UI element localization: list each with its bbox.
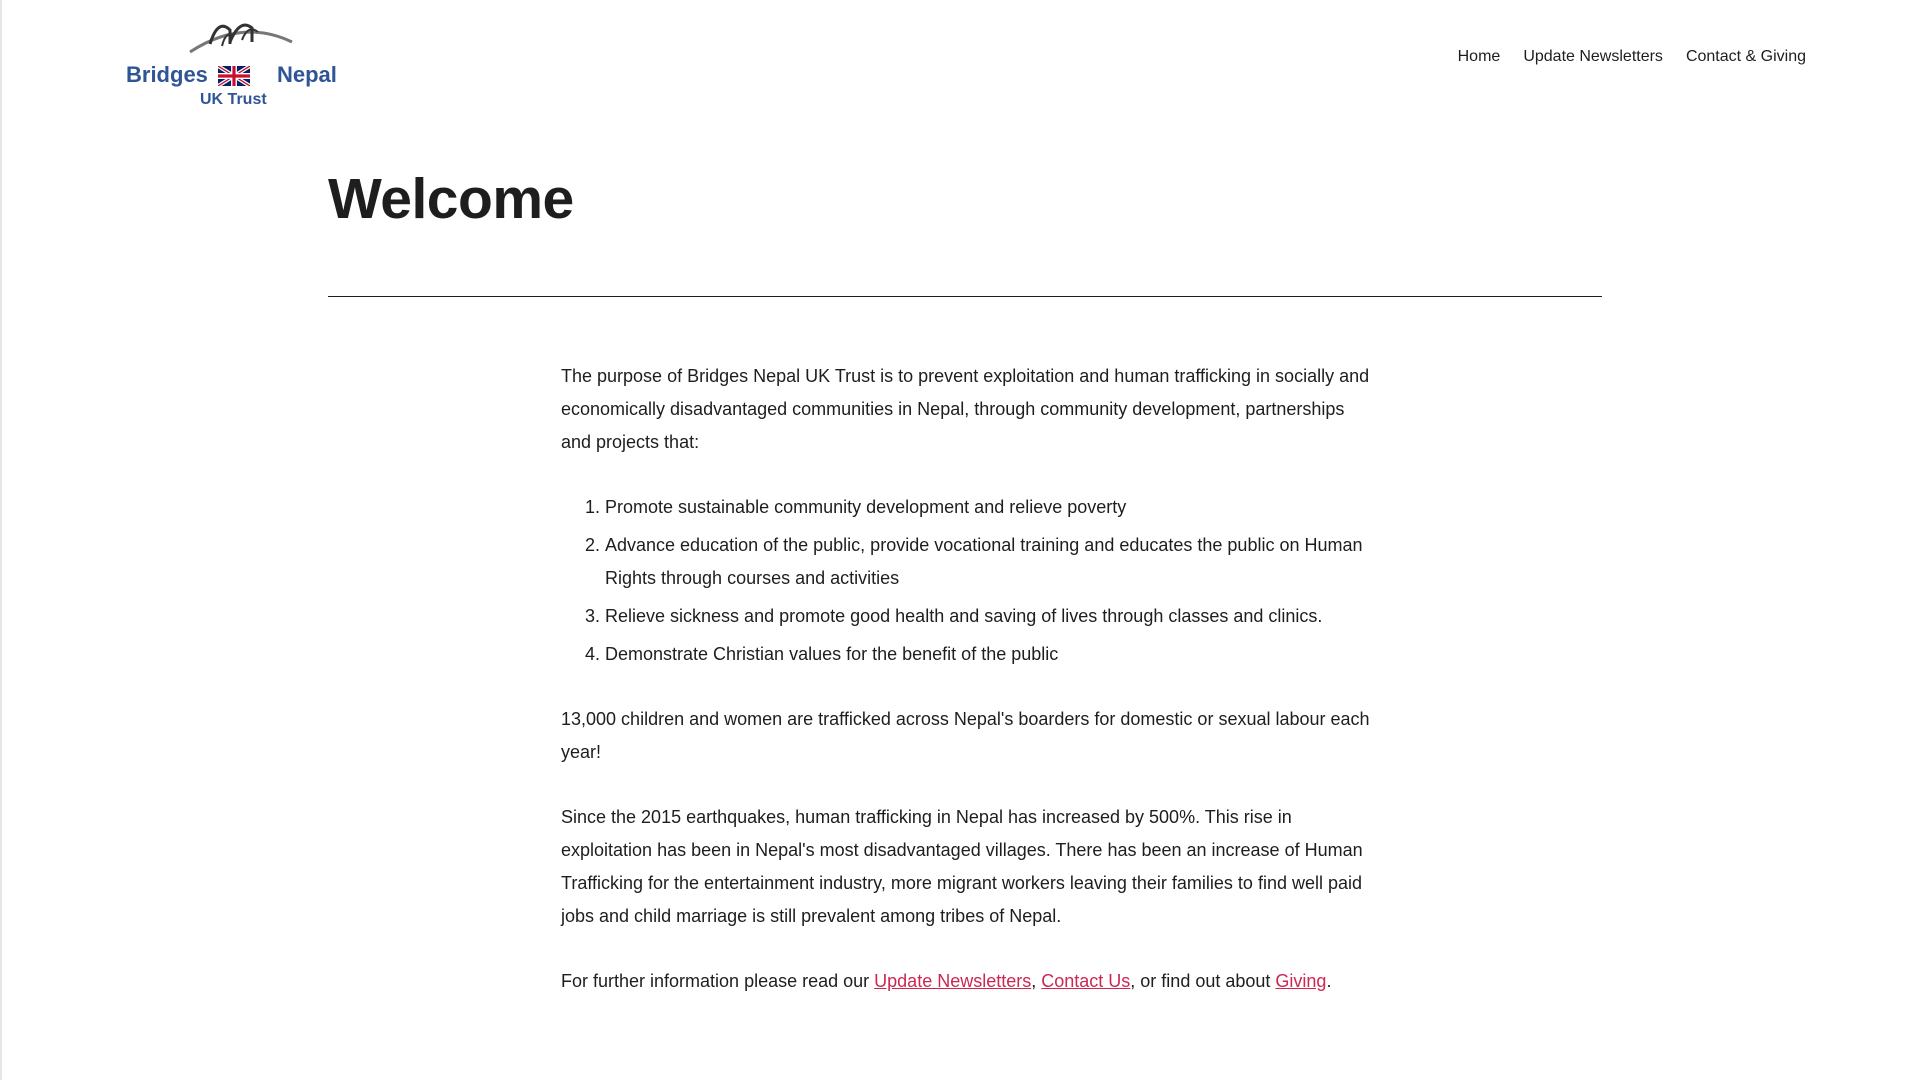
aims-list — [561, 491, 1371, 671]
nav-update-newsletters[interactable]: Update Newsletters — [1523, 48, 1663, 65]
nav-home[interactable]: Home — [1457, 48, 1501, 65]
nav-contact-giving[interactable]: Contact & Giving — [1685, 48, 1806, 65]
further-info-sep-2: , or find out about — [1130, 971, 1276, 991]
page-content — [561, 360, 1371, 1030]
logo-subtitle: UK Trust — [200, 91, 267, 108]
link-contact-us[interactable]: Contact Us — [1041, 971, 1131, 991]
primary-nav — [1458, 48, 1806, 66]
aim-item: 3. Relieve sickness and promote good health and saving of lives through classes and clinics. — [605, 600, 1371, 633]
link-update-newsletters[interactable]: Update Newsletters — [874, 971, 1032, 991]
trafficking-stat-paragraph: 13,000 children and women are trafficked across Nepal's boarders for domestic or sexual labour each year! — [561, 709, 1370, 762]
site-logo[interactable] — [122, 12, 342, 108]
further-info-sep-1: , — [1031, 971, 1042, 991]
aim-item: 4. Demonstrate Christian values for the benefit of the public — [605, 638, 1371, 671]
further-info-paragraph — [561, 965, 1371, 998]
logo-word-bridges: Bridges — [126, 62, 208, 87]
title-divider — [328, 296, 1602, 297]
intro-paragraph: The purpose of Bridges Nepal UK Trust is to prevent exploitation and human trafficking in socially and economically disadvantaged communities in Nepal, through community development, partnerships and projects that: — [561, 366, 1370, 452]
link-giving[interactable]: Giving — [1275, 971, 1327, 991]
further-info-suffix: . — [1326, 971, 1332, 991]
further-info-prefix: For further information please read our — [561, 971, 875, 991]
logo-word-nepal: Nepal — [277, 62, 337, 87]
page-title: Welcome — [328, 167, 574, 231]
aim-item: 1. Promote sustainable community development and relieve poverty — [605, 491, 1371, 524]
site-header — [2, 0, 1920, 110]
earthquake-paragraph: Since the 2015 earthquakes, human trafficking in Nepal has increased by 500%. This rise in exploitation has been in Nepal's most disadvantaged villages. There has been an increase of Human Trafficking for the entertainment industry, more migrant workers leaving their families to find well paid jobs and child marriage is still prevalent among tribes of Nepal. — [561, 807, 1363, 926]
bridge-arches-icon — [122, 12, 342, 68]
aim-item: 2. Advance education of the public, provide vocational training and educates the public on Human Rights through courses and activities — [605, 529, 1371, 595]
union-jack-flag-icon — [218, 66, 250, 86]
